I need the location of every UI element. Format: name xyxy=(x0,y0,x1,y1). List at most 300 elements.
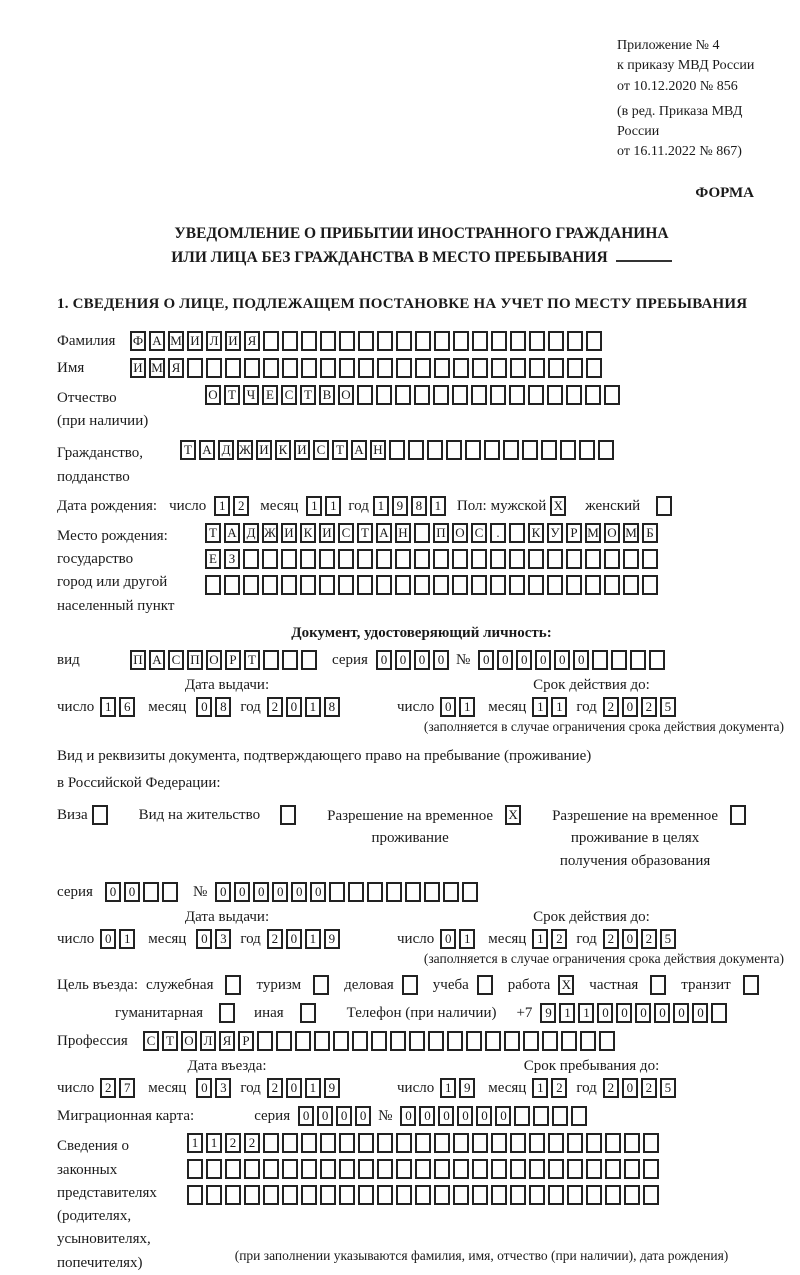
form-cell xyxy=(510,1133,526,1153)
form-cell xyxy=(586,1159,602,1179)
citizenship-label-line1: Гражданство, xyxy=(57,445,144,462)
form-cell xyxy=(453,1133,469,1153)
month-label: месяц xyxy=(148,1080,187,1097)
form-cell xyxy=(547,385,563,405)
form-cell: 0 xyxy=(395,650,411,670)
form-cell: Т xyxy=(205,523,221,543)
form-cell xyxy=(471,575,487,595)
form-cell xyxy=(320,331,336,351)
form-cell xyxy=(642,575,658,595)
form-cell xyxy=(427,440,443,460)
form-cell xyxy=(348,882,364,902)
form-cell xyxy=(433,549,449,569)
form-cell xyxy=(314,1031,330,1051)
purpose-checkbox xyxy=(558,975,577,995)
field-birth-place xyxy=(57,523,786,618)
phone-cells xyxy=(540,1003,730,1023)
form-cell xyxy=(643,1159,659,1179)
form-cell: 0 xyxy=(196,697,212,717)
appendix-line: к приказу МВД России xyxy=(617,58,755,74)
form-cell xyxy=(642,549,658,569)
representatives-label-line: (родителях, xyxy=(57,1208,132,1225)
form-cell xyxy=(319,575,335,595)
purpose-checkbox xyxy=(225,975,244,995)
form-cell xyxy=(395,575,411,595)
field-patronymic xyxy=(57,385,786,434)
entry-month-cells xyxy=(196,1078,234,1098)
form-cell xyxy=(367,882,383,902)
identity-doc-heading: Документ, удостоверяющий личность: xyxy=(291,624,552,641)
form-cell xyxy=(548,1185,564,1205)
entry-purpose-label: Цель въезда: xyxy=(57,977,138,994)
form-cell: Р xyxy=(566,523,582,543)
form-cell: И xyxy=(319,523,335,543)
form-cell: 0 xyxy=(400,1106,416,1126)
year-label: год xyxy=(576,698,597,715)
day-label: число xyxy=(397,1080,435,1097)
form-cell: 2 xyxy=(603,697,619,717)
form-cell: Т xyxy=(162,1031,178,1051)
form-cell xyxy=(523,1031,539,1051)
form-cell: А xyxy=(149,650,165,670)
permit-series-cells xyxy=(105,882,181,902)
year-label: год xyxy=(348,497,369,514)
form-cell xyxy=(566,575,582,595)
given-name-label: Имя xyxy=(57,359,85,376)
form-cell xyxy=(339,331,355,351)
surname-cells xyxy=(130,331,605,351)
permit-dates xyxy=(57,929,786,949)
form-cell: Д xyxy=(218,440,234,460)
form-cell: С xyxy=(281,385,297,405)
form-cell xyxy=(599,1031,615,1051)
validity-note: (заполняется в случае ограничения срока действия документа) xyxy=(423,718,784,734)
form-cell: Н xyxy=(370,440,386,460)
form-cell: 2 xyxy=(551,1078,567,1098)
form-cell xyxy=(320,1185,336,1205)
form-cell xyxy=(402,975,418,995)
form-cell: 1 xyxy=(551,697,567,717)
form-cell xyxy=(262,549,278,569)
form-cell: 0 xyxy=(654,1003,670,1023)
form-cell xyxy=(529,358,545,378)
form-cell: 0 xyxy=(516,650,532,670)
form-cell: 1 xyxy=(578,1003,594,1023)
birth-place-cells-row1 xyxy=(205,523,661,543)
birth-place-label xyxy=(57,523,205,618)
form-cell: 0 xyxy=(622,697,638,717)
day-label: число xyxy=(57,931,95,948)
form-cell xyxy=(579,440,595,460)
form-cell: Ч xyxy=(243,385,259,405)
form-cell: 9 xyxy=(540,1003,556,1023)
form-cell: Л xyxy=(200,1031,216,1051)
birth-place-label-line: населенный пункт xyxy=(57,597,175,614)
stay-until-header: Срок пребывания до: xyxy=(523,1058,660,1075)
representatives-label-line: представителях xyxy=(57,1184,157,1201)
form-cell xyxy=(566,549,582,569)
form-cell xyxy=(205,575,221,595)
form-cell: С xyxy=(168,650,184,670)
form-cell xyxy=(604,575,620,595)
form-cell xyxy=(338,575,354,595)
form-cell xyxy=(605,1185,621,1205)
form-cell xyxy=(333,1031,349,1051)
form-cell xyxy=(243,575,259,595)
temp-residence-edu-checkbox xyxy=(730,805,749,825)
representatives-cells-row2 xyxy=(187,1159,662,1179)
form-cell: 0 xyxy=(286,929,302,949)
doc-series-label: серия xyxy=(332,651,368,668)
form-cell xyxy=(206,358,222,378)
issue-date-header: Дата выдачи: xyxy=(184,676,270,693)
form-cell xyxy=(414,523,430,543)
form-cell: 8 xyxy=(324,697,340,717)
form-cell xyxy=(187,1185,203,1205)
form-cell xyxy=(472,1159,488,1179)
form-cell xyxy=(490,385,506,405)
form-cell xyxy=(529,1185,545,1205)
form-cell xyxy=(389,440,405,460)
month-label: месяц xyxy=(488,931,527,948)
form-cell: 0 xyxy=(317,1106,333,1126)
form-cell xyxy=(424,882,440,902)
form-cell xyxy=(244,358,260,378)
form-cell: 2 xyxy=(233,496,249,516)
form-cell xyxy=(509,575,525,595)
form-cell: 5 xyxy=(660,697,676,717)
form-cell xyxy=(547,575,563,595)
form-cell xyxy=(187,358,203,378)
citizenship-label xyxy=(57,440,180,489)
form-cell xyxy=(490,575,506,595)
form-cell xyxy=(566,385,582,405)
form-cell xyxy=(282,1159,298,1179)
form-cell xyxy=(477,975,493,995)
form-cell xyxy=(225,358,241,378)
residence-doc-line2: в Российской Федерации: xyxy=(57,774,221,791)
form-cell xyxy=(244,1185,260,1205)
form-cell xyxy=(586,358,602,378)
male-label: мужской xyxy=(490,497,547,514)
form-cell: 0 xyxy=(478,650,494,670)
doc-issue-day-cells xyxy=(100,697,138,717)
doc-type-cells xyxy=(130,650,320,670)
form-cell: С xyxy=(143,1031,159,1051)
form-cell xyxy=(514,1106,530,1126)
form-cell xyxy=(434,1185,450,1205)
form-cell: Т xyxy=(180,440,196,460)
purpose-checkbox xyxy=(219,1003,238,1023)
field-permit-series-number xyxy=(57,882,786,902)
form-cell xyxy=(301,1159,317,1179)
form-cell xyxy=(358,1133,374,1153)
form-cell xyxy=(624,1133,640,1153)
form-cell: 2 xyxy=(603,929,619,949)
doc-issue-year-cells xyxy=(267,697,343,717)
form-cell: X xyxy=(505,805,521,825)
form-cell xyxy=(510,331,526,351)
appendix-line: Приложение № 4 xyxy=(617,38,720,53)
form-title-line2: ИЛИ ЛИЦА БЕЗ ГРАЖДАНСТВА В МЕСТО ПРЕБЫВАНИЯ xyxy=(57,246,786,270)
form-cell: 2 xyxy=(551,929,567,949)
form-cell: Е xyxy=(262,385,278,405)
form-cell: П xyxy=(433,523,449,543)
entry-purpose-row1 xyxy=(57,975,786,995)
form-cell xyxy=(490,549,506,569)
form-cell xyxy=(491,1185,507,1205)
temp-residence-edu-label-line: получения образования xyxy=(559,852,711,869)
form-cell xyxy=(567,1185,583,1205)
form-cell: 1 xyxy=(100,697,116,717)
form-cell xyxy=(711,1003,727,1023)
doc-type-label: вид xyxy=(57,651,80,668)
identity-doc-dates xyxy=(57,697,786,717)
form-cell xyxy=(395,385,411,405)
patronymic-cells xyxy=(205,385,623,405)
form-cell xyxy=(339,1133,355,1153)
day-label: число xyxy=(397,698,435,715)
form-cell xyxy=(471,549,487,569)
purpose-label: иная xyxy=(254,1005,284,1022)
purpose-checkbox xyxy=(650,975,669,995)
form-cell xyxy=(605,1133,621,1153)
form-cell xyxy=(446,440,462,460)
form-cell: И xyxy=(281,523,297,543)
validity-note: (заполняется в случае ограничения срока действия документа) xyxy=(423,951,784,967)
visa-label: Виза xyxy=(57,806,88,823)
field-profession xyxy=(57,1031,786,1051)
form-cell: Т xyxy=(357,523,373,543)
form-cell xyxy=(263,1159,279,1179)
form-cell xyxy=(528,385,544,405)
form-cell: 1 xyxy=(187,1133,203,1153)
form-cell xyxy=(471,385,487,405)
doc-issue-month-cells xyxy=(196,697,234,717)
form-cell: 0 xyxy=(105,882,121,902)
permit-number-cells xyxy=(215,882,481,902)
form-cell: К xyxy=(275,440,291,460)
form-cell xyxy=(92,805,108,825)
form-cell: 0 xyxy=(554,650,570,670)
stay-day-cells xyxy=(440,1078,478,1098)
form-cell: К xyxy=(528,523,544,543)
form-cell xyxy=(357,575,373,595)
form-cell xyxy=(409,1031,425,1051)
entry-day-cells xyxy=(100,1078,138,1098)
amendment-line: (в ред. Приказа МВД России xyxy=(617,103,743,140)
form-cell: 0 xyxy=(286,1078,302,1098)
temp-residence-edu-label-line: Разрешение на временное xyxy=(552,807,719,824)
form-cell xyxy=(276,1031,292,1051)
form-cell: Р xyxy=(225,650,241,670)
form-cell xyxy=(567,1133,583,1153)
form-cell xyxy=(462,882,478,902)
form-cell: 0 xyxy=(215,882,231,902)
form-cell xyxy=(529,1133,545,1153)
form-cell xyxy=(529,1159,545,1179)
form-cell xyxy=(408,440,424,460)
purpose-label: работа xyxy=(507,977,551,994)
form-cell: О xyxy=(604,523,620,543)
form-cell: 0 xyxy=(622,929,638,949)
residence-permit-checkbox xyxy=(280,805,299,825)
form-cell xyxy=(491,331,507,351)
form-cell xyxy=(414,385,430,405)
form-cell: 0 xyxy=(336,1106,352,1126)
form-cell xyxy=(453,331,469,351)
form-cell xyxy=(510,358,526,378)
form-cell: Т xyxy=(332,440,348,460)
form-cell: 1 xyxy=(373,496,389,516)
form-cell: О xyxy=(206,650,222,670)
purpose-label: гуманитарная xyxy=(115,1005,204,1022)
form-cell: Я xyxy=(219,1031,235,1051)
form-cell: А xyxy=(199,440,215,460)
form-cell: 0 xyxy=(457,1106,473,1126)
form-cell: 0 xyxy=(291,882,307,902)
form-cell xyxy=(295,1031,311,1051)
form-cell xyxy=(415,331,431,351)
form-cell xyxy=(598,440,614,460)
surname-label: Фамилия xyxy=(57,332,116,349)
form-cell: 2 xyxy=(267,929,283,949)
field-citizenship xyxy=(57,440,786,489)
valid-until-header: Срок действия до: xyxy=(533,676,650,693)
migration-number-cells xyxy=(400,1106,590,1126)
phone-label: Телефон (при наличии) xyxy=(346,1005,497,1022)
field-given-name xyxy=(57,358,786,378)
appendix-note xyxy=(617,36,786,163)
temp-residence-edu-label xyxy=(552,805,718,873)
female-label: женский xyxy=(585,497,641,514)
form-cell xyxy=(415,358,431,378)
given-name-cells xyxy=(130,358,605,378)
purpose-checkbox xyxy=(300,1003,319,1023)
form-cell xyxy=(301,1133,317,1153)
form-cell: С xyxy=(471,523,487,543)
permit-series-label: серия xyxy=(57,884,93,901)
appendix-line: от 10.12.2020 № 856 xyxy=(617,78,738,94)
doc-series-cells xyxy=(376,650,452,670)
birth-month-cells xyxy=(306,496,344,516)
form-cell: 0 xyxy=(414,650,430,670)
representatives-label-line: законных xyxy=(57,1161,118,1178)
field-surname xyxy=(57,331,786,351)
birth-place-label-line: государство xyxy=(57,551,134,568)
birth-date-label: Дата рождения: xyxy=(57,497,158,514)
form-cell: 0 xyxy=(253,882,269,902)
title-blank-line xyxy=(616,248,672,262)
permit-issue-month-cells xyxy=(196,929,234,949)
form-cell: 0 xyxy=(635,1003,651,1023)
form-cell: 2 xyxy=(603,1078,619,1098)
citizenship-label-line2: подданство xyxy=(57,468,130,485)
permit-issue-day-cells xyxy=(100,929,138,949)
form-cell: 1 xyxy=(306,496,322,516)
form-cell xyxy=(428,1031,444,1051)
form-cell xyxy=(630,650,646,670)
form-cell xyxy=(377,331,393,351)
form-cell xyxy=(522,440,538,460)
representatives-label-line: Сведения о xyxy=(57,1138,129,1155)
form-cell xyxy=(320,358,336,378)
issue-date-header: Дата выдачи: xyxy=(184,909,270,926)
form-cell: 3 xyxy=(215,1078,231,1098)
form-cell xyxy=(243,549,259,569)
form-cell xyxy=(143,882,159,902)
form-cell xyxy=(472,1185,488,1205)
birth-day-cells xyxy=(214,496,252,516)
form-cell xyxy=(371,1031,387,1051)
form-cell: 1 xyxy=(532,929,548,949)
form-cell xyxy=(472,331,488,351)
migration-card-label: Миграционная карта: xyxy=(57,1108,195,1125)
form-cell: 1 xyxy=(532,1078,548,1098)
form-cell xyxy=(262,575,278,595)
form-cell xyxy=(472,358,488,378)
form-cell: 0 xyxy=(440,697,456,717)
form-cell: 0 xyxy=(234,882,250,902)
form-cell xyxy=(434,1159,450,1179)
form-cell xyxy=(730,805,746,825)
form-cell xyxy=(357,385,373,405)
form-cell xyxy=(560,440,576,460)
form-cell xyxy=(484,440,500,460)
form-cell xyxy=(376,385,392,405)
form-cell: 0 xyxy=(419,1106,435,1126)
form-cell: 0 xyxy=(535,650,551,670)
form-cell xyxy=(567,331,583,351)
form-cell: О xyxy=(205,385,221,405)
visa-checkbox xyxy=(92,805,111,825)
form-cell xyxy=(509,549,525,569)
form-cell xyxy=(263,650,279,670)
migration-number-sign: № xyxy=(378,1108,393,1125)
purpose-checkbox xyxy=(477,975,496,995)
form-cell xyxy=(453,1159,469,1179)
form-cell xyxy=(187,1159,203,1179)
form-cell: А xyxy=(224,523,240,543)
form-cell xyxy=(390,1031,406,1051)
field-identity-doc xyxy=(57,650,786,670)
form-cell: 1 xyxy=(532,697,548,717)
form-cell: Н xyxy=(395,523,411,543)
form-cell xyxy=(281,549,297,569)
form-cell xyxy=(376,549,392,569)
form-cell: 1 xyxy=(559,1003,575,1023)
citizenship-cells xyxy=(180,440,617,460)
form-cell: 0 xyxy=(497,650,513,670)
permit-date-headers xyxy=(57,909,786,926)
entry-purpose-row2 xyxy=(115,1003,786,1023)
permit-number-sign: № xyxy=(192,884,208,901)
form-cell: А xyxy=(149,331,165,351)
form-cell: П xyxy=(187,650,203,670)
identity-doc-date-headers xyxy=(57,677,786,694)
form-cell xyxy=(301,1185,317,1205)
birth-place-label-line: Место рождения: xyxy=(57,527,168,544)
form-cell: 9 xyxy=(392,496,408,516)
form-cell xyxy=(300,575,316,595)
form-cell: У xyxy=(547,523,563,543)
form-cell: 1 xyxy=(305,697,321,717)
temp-residence-label-line: Разрешение на временное xyxy=(327,807,494,824)
form-cell: А xyxy=(351,440,367,460)
form-cell xyxy=(567,358,583,378)
form-cell xyxy=(225,1159,241,1179)
form-cell: 0 xyxy=(272,882,288,902)
